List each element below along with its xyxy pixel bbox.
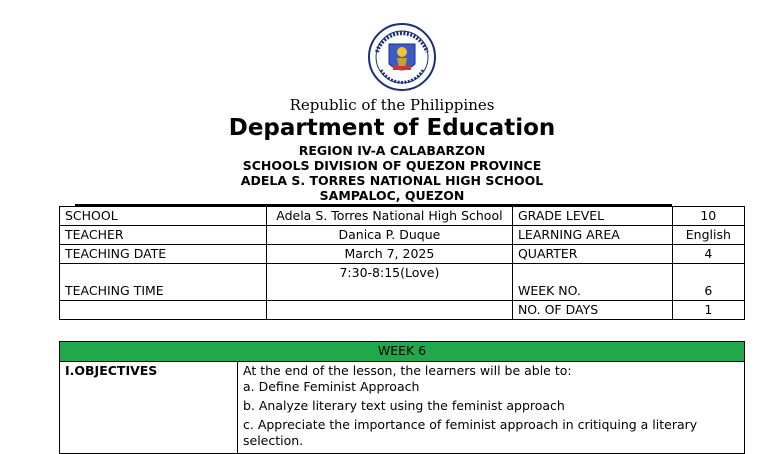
objectives-label: I.OBJECTIVES [60,362,238,454]
week-banner: WEEK 6 [60,342,745,362]
teacher-label: TEACHER [60,226,267,245]
republic-heading: Republic of the Philippines [289,96,495,114]
no-of-days-value: 1 [672,301,744,320]
deped-seal-logo [367,22,437,92]
department-heading: Department of Education [228,115,556,141]
no-of-days-label: NO. OF DAYS [512,301,672,320]
grade-level-value: 10 [672,207,744,226]
week-no-value: 6 [672,264,744,301]
objectives-content [238,362,745,454]
learning-area-value: English [672,226,744,245]
table-row [60,264,745,301]
quarter-value: 4 [672,245,744,264]
school-label: SCHOOL [60,207,267,226]
teaching-date-label: TEACHING DATE [60,245,267,264]
teaching-time-label: TEACHING TIME [60,264,267,301]
grade-level-label: GRADE LEVEL [512,207,672,226]
table-row [60,245,745,264]
school-value: Adela S. Torres National High School [266,207,512,226]
teacher-value: Danica P. Duque [266,226,512,245]
quarter-label: QUARTER [512,245,672,264]
week-no-label: WEEK NO. [512,264,672,301]
week-banner-row [60,342,745,362]
table-row [60,226,745,245]
objectives-table [59,341,745,454]
region-heading: REGION IV-A CALABARZON [298,143,486,158]
objective-item: c. Appreciate the importance of feminist approach in critiquing a literary selection. [243,417,698,448]
objectives-intro: At the end of the lesson, the learners will be able to: [243,363,572,378]
teaching-date-value: March 7, 2025 [266,245,512,264]
objective-item: b. Analyze literary text using the feminist approach [243,398,565,413]
table-row [60,207,745,226]
objectives-row [60,362,745,454]
objective-item: a. Define Feminist Approach [243,379,420,394]
division-heading: SCHOOLS DIVISION OF QUEZON PROVINCE [242,158,542,173]
teaching-time-value: 7:30-8:15(Love) [266,264,512,301]
school-heading: ADELA S. TORRES NATIONAL HIGH SCHOOL [240,173,544,188]
table-row [60,301,745,320]
lesson-info-table [59,206,745,320]
learning-area-label: LEARNING AREA [512,226,672,245]
empty-cell [60,301,267,320]
address-heading: SAMPALOC, QUEZON [319,188,465,203]
empty-cell [266,301,512,320]
